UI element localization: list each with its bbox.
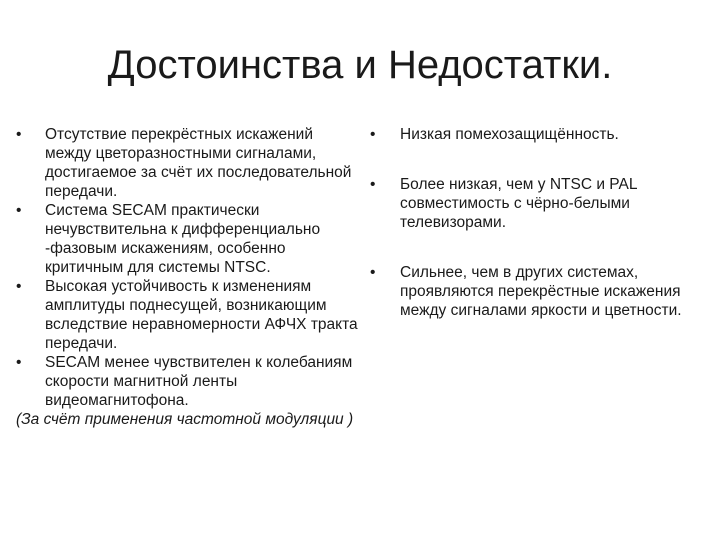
list-item-text: Отсутствие перекрёстных искажений между цветоразностными сигналами, достигаемое за счёт их последовательной передачи. [45, 126, 352, 200]
list-item-text: SECAM менее чувствителен к колебаниям скорости магнитной ленты видеомагнитофона. [45, 354, 353, 409]
advantages-column [16, 125, 361, 429]
disadvantages-column [364, 125, 694, 351]
list-item [16, 125, 361, 201]
list-item [364, 125, 694, 144]
list-item-text: Более низкая, чем у NTSC и PAL совместимость с чёрно-белыми телевизорами. [400, 176, 637, 231]
list-item-text: Низкая помехозащищённость. [400, 126, 619, 143]
bullet-icon: • [16, 202, 22, 219]
list-item [364, 263, 694, 320]
bullet-icon: • [16, 126, 22, 143]
list-item-text: Сильнее, чем в других системах, проявляются перекрёстные искажения между сигналами яркости и цветности. [400, 264, 682, 319]
advantages-list [16, 125, 361, 410]
bullet-icon: • [16, 278, 22, 295]
bullet-icon: • [370, 176, 376, 193]
list-item [364, 175, 694, 232]
modulation-note: (За счёт применения частотной модуляции ) [16, 411, 354, 428]
list-item [16, 353, 361, 410]
bullet-icon: • [16, 354, 22, 371]
list-item [16, 201, 361, 277]
disadvantages-list [364, 125, 694, 320]
bullet-icon: • [370, 126, 376, 143]
bullet-icon: • [370, 264, 376, 281]
list-item-text: Высокая устойчивость к изменениям амплитуды поднесущей, возникающим вследствие неравномерности АФЧХ тракта передачи. [45, 278, 358, 352]
list-item [16, 277, 361, 353]
list-item-text: Система SECAM практически нечувствительна к дифференциально -фазовым искажениям, особенно критичным для системы NTSC. [45, 202, 321, 276]
slide-title: Достоинства и Недостатки. [107, 43, 613, 87]
